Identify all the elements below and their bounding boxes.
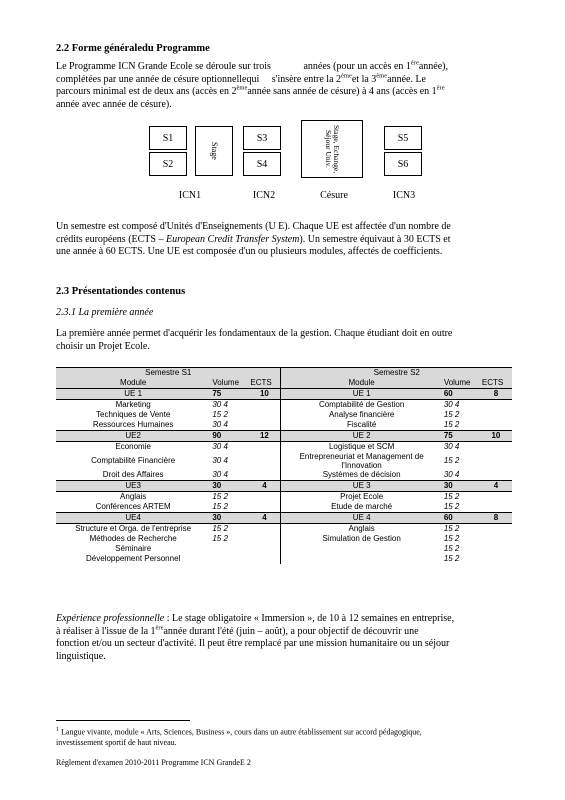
- ects-cell: [480, 470, 512, 481]
- ects-cell: [480, 502, 512, 513]
- table-row: [56, 554, 512, 564]
- volume-cell: 30: [212, 513, 222, 522]
- volume-cell: 30: [443, 481, 453, 490]
- paragraph-experience: Expérience professionnelle : Le stage obligatoire « Immersion », de 10 à 12 semaines en entreprise, à réaliser à l'issue de la 1èreannée durant l'été (juin – août), a pour objectif de découvrir une fonction et/ou un secteur d'activité. Il peut être remplacé par une mission humanitaire ou un séjour linguistique.: [56, 613, 455, 662]
- volume-cell: 15 2: [443, 502, 460, 511]
- volume-cell: 30 4: [212, 400, 228, 409]
- col-volume: Volume: [443, 378, 471, 387]
- volume-cell: 30 4: [212, 442, 228, 451]
- volume-cell: 15 2: [212, 534, 228, 543]
- paragraph-premiere-annee: La première année permet d'acquérir les fondamentaux de la gestion. Chaque étudiant doit en outre choisir un Projet Ecole.: [56, 328, 453, 352]
- module-cell: Economie: [115, 442, 151, 451]
- paragraph-programme: Le Programme ICN Grande Ecole se déroule sur trois années (pour un accès en 1èreannée), complétées par une année de césure optionnellequi s'insère entre la 2èmeet la 3èmeannée. Le parcours minimal est de deux ans (accès en 2èmeannée sans année de césure) à 4 ans (accès en 1ère année avec année de césure).: [56, 59, 448, 110]
- module-cell: UE 1: [281, 389, 442, 400]
- module-cell: [281, 544, 442, 554]
- module-cell: Comptabilité Financière: [91, 456, 176, 465]
- ue-row: [56, 431, 512, 442]
- module-cell: Logistique et SCM: [281, 442, 442, 453]
- box-s5: S5: [384, 126, 422, 150]
- box-s4: S4: [243, 152, 281, 176]
- module-cell: Systèmes de décision: [281, 470, 442, 481]
- ects-cell: [480, 400, 512, 411]
- ects-cell: 4: [262, 481, 267, 490]
- col-module: Module: [281, 378, 442, 389]
- volume-cell: 75: [443, 431, 453, 440]
- module-cell: Méthodes de Recherche: [89, 534, 177, 543]
- ects-cell: 4: [493, 481, 499, 490]
- table-row: [56, 502, 512, 513]
- box-s1: S1: [149, 126, 187, 150]
- box-cesure: Stage, Echange, Séjour Univ.: [301, 120, 363, 178]
- volume-cell: [210, 554, 248, 564]
- volume-cell: 30 4: [443, 442, 460, 451]
- table-row: [56, 442, 512, 453]
- ects-cell: [480, 524, 512, 535]
- section-title-2-3: 2.3 Présentationdes contenus: [56, 286, 186, 297]
- box-stage: Stage: [195, 126, 233, 176]
- ects-cell: [480, 534, 512, 544]
- footnote: $^1$ Langue vivante, module « Arts, Sciences, Business », cours dans un autre établissement sur accord pédagogique, investissement sportif de haut niveau.: [56, 727, 422, 747]
- table-row: [56, 400, 512, 411]
- volume-cell: 15 2: [443, 544, 460, 553]
- table-row: [56, 544, 512, 554]
- ects-cell: [248, 400, 281, 411]
- volume-cell: 15 2: [443, 492, 460, 501]
- volume-cell: 15 2: [443, 554, 460, 563]
- volume-cell: 15 2: [443, 456, 460, 465]
- module-cell: Analyse financière: [281, 410, 442, 420]
- ects-cell: [480, 452, 512, 470]
- col-volume: Volume: [212, 378, 240, 387]
- volume-cell: 30: [212, 481, 222, 490]
- module-cell: Etude de marché: [281, 502, 442, 513]
- table-row: [56, 410, 512, 420]
- module-cell: Développement Personnel: [86, 554, 181, 563]
- ects-cell: 10: [259, 389, 269, 398]
- volume-cell: 60: [443, 513, 453, 522]
- ects-cell: [480, 420, 512, 431]
- ects-cell: [480, 544, 512, 554]
- module-cell: UE 3: [281, 481, 442, 492]
- label-cesure: Césure: [320, 190, 348, 201]
- volume-cell: 90: [212, 431, 222, 440]
- module-cell: Séminaire: [115, 544, 152, 553]
- table-row: [56, 420, 512, 431]
- module-cell: UE 2: [281, 431, 442, 442]
- module-cell: Anglais: [120, 492, 147, 501]
- module-cell: UE2: [125, 431, 141, 440]
- table-row: [56, 492, 512, 503]
- volume-cell: 30 4: [212, 470, 228, 479]
- volume-cell: 60: [443, 389, 453, 398]
- module-cell: Projet Ecole: [281, 492, 442, 503]
- module-cell: Ressources Humaines: [92, 420, 174, 429]
- module-cell: [281, 554, 442, 564]
- semester-s2-header: Semestre S2: [281, 368, 512, 379]
- volume-cell: 15 2: [212, 410, 228, 419]
- volume-cell: 15 2: [443, 420, 460, 429]
- module-cell: Structure et Orga. de l'entreprise: [75, 524, 192, 533]
- ects-cell: [248, 502, 281, 513]
- ue-row: [56, 481, 512, 492]
- volume-cell: 15 2: [443, 534, 460, 543]
- box-s2: S2: [149, 152, 187, 176]
- semester-s1-header: Semestre S1: [145, 368, 192, 377]
- table-row: [56, 534, 512, 544]
- volume-cell: [210, 544, 248, 554]
- ects-cell: 10: [491, 431, 501, 440]
- ects-cell: [248, 534, 281, 544]
- ects-cell: [248, 544, 281, 554]
- label-icn1: ICN1: [178, 190, 202, 201]
- col-ects: ECTS: [481, 378, 504, 387]
- ects-cell: [248, 524, 281, 535]
- table-row: [56, 452, 512, 470]
- module-cell: UE 4: [281, 513, 442, 524]
- ects-cell: [248, 410, 281, 420]
- ects-cell: 8: [493, 513, 499, 522]
- module-cell: Marketing: [115, 400, 151, 409]
- ects-cell: [480, 410, 512, 420]
- module-cell: Entrepreneuriat et Management de l'Innovation: [281, 452, 442, 470]
- module-cell: Techniques de Vente: [96, 410, 171, 419]
- ue-row: [56, 389, 512, 400]
- box-s3: S3: [243, 126, 281, 150]
- module-cell: Simulation de Gestion: [281, 534, 442, 544]
- ects-cell: [480, 554, 512, 564]
- ects-cell: [248, 554, 281, 564]
- volume-cell: 75: [212, 389, 222, 398]
- ects-cell: 8: [493, 389, 499, 398]
- module-cell: Conférences ARTEM: [95, 502, 171, 511]
- box-s6: S6: [384, 152, 422, 176]
- module-cell: Fiscalité: [281, 420, 442, 431]
- module-cell: Anglais: [281, 524, 442, 535]
- col-ects: ECTS: [250, 378, 272, 387]
- table-row: [56, 524, 512, 535]
- footnote-divider: [56, 720, 190, 721]
- subsection-title: 2.3.1 La première année: [56, 307, 154, 318]
- ects-cell: [248, 442, 281, 453]
- page-footer: Règlement d'examen 2010-2011 Programme ICN GrandeE 2: [56, 758, 251, 767]
- module-cell: Comptabilité de Gestion: [281, 400, 442, 411]
- module-cell: UE4: [125, 513, 141, 522]
- volume-cell: 30 4: [212, 456, 228, 465]
- ects-cell: [248, 492, 281, 503]
- table-row: [56, 470, 512, 481]
- col-module: Module: [120, 378, 147, 387]
- module-cell: UE 1: [124, 389, 143, 398]
- module-cell: UE3: [125, 481, 141, 490]
- ects-cell: [248, 420, 281, 431]
- ects-cell: [248, 470, 281, 481]
- module-cell: Droit des Affaires: [102, 470, 164, 479]
- ects-cell: [248, 452, 281, 470]
- volume-cell: 30 4: [443, 470, 460, 479]
- volume-cell: 15 2: [443, 524, 460, 533]
- paragraph-semestre: Un semestre est composé d'Unités d'Enseignements (U E). Chaque UE est affectée d'un nombre de crédits européens (ECTS – European Credit Transfer System). Un semestre équivaut à 30 ECTS et une année à 60 ECTS. Une UE est composée d'un ou plusieurs modules, affectés de coefficients.: [56, 221, 451, 257]
- volume-cell: 30 4: [212, 420, 228, 429]
- programme-table: [56, 367, 512, 564]
- volume-cell: 30 4: [443, 400, 460, 409]
- ects-cell: 12: [259, 431, 269, 440]
- volume-cell: 15 2: [212, 524, 228, 533]
- ects-cell: [480, 442, 512, 453]
- label-icn2: ICN2: [252, 190, 276, 201]
- volume-cell: 15 2: [443, 410, 460, 419]
- label-icn3: ICN3: [392, 190, 416, 201]
- volume-cell: 15 2: [212, 492, 228, 501]
- ue-row: [56, 513, 512, 524]
- ects-cell: 4: [262, 513, 267, 522]
- volume-cell: 15 2: [212, 502, 228, 511]
- section-title-2-2: 2.2 Forme généraledu Programme: [56, 43, 210, 54]
- ects-cell: [480, 492, 512, 503]
